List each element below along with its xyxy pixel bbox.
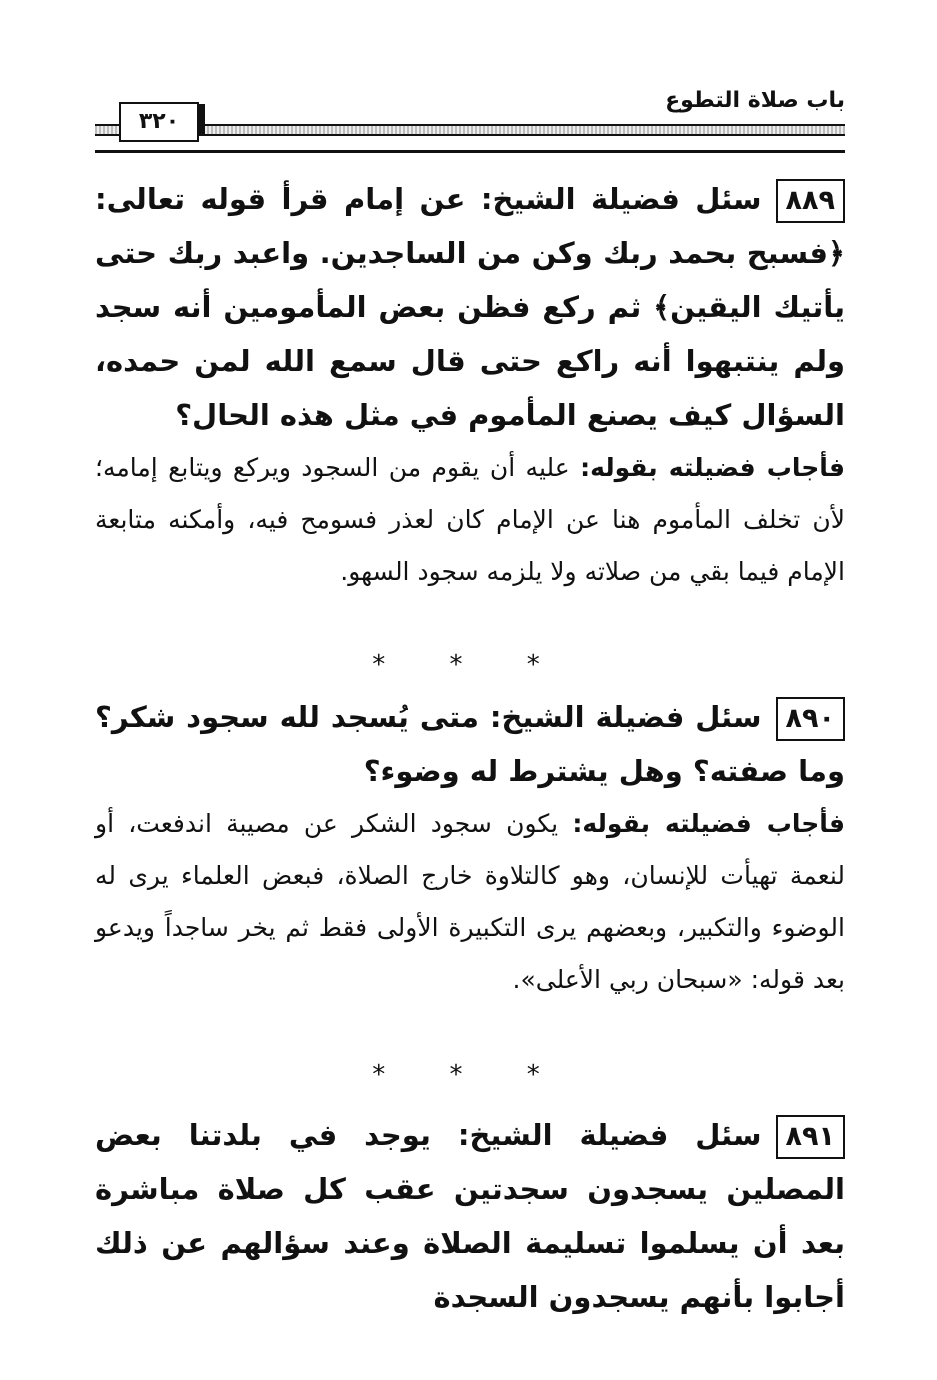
separator-stars: * * * — [372, 1060, 568, 1090]
entry-890 — [95, 690, 845, 1006]
question-text: سئل فضيلة الشيخ: يوجد في بلدتنا بعض المصلين يسجدون سجدتين عقب كل صلاة مباشرة بعد أن يسلموا تسليمة الصلاة وعند سؤالهم عن ذلك أجابوا بأنهم يسجدون السجدة — [95, 1118, 845, 1314]
entry-number: ٨٩١ — [776, 1115, 845, 1159]
question — [95, 1108, 845, 1324]
question-text: سئل فضيلة الشيخ: عن إمام قرأ قوله تعالى: ﴿فسبح بحمد ربك وكن من الساجدين. واعبد ربك حتى يأتيك اليقين﴾ ثم ركع فظن بعض المأمومين أنه سجد ولم ينتبهوا أنه راكع حتى قال سمع الله لمن حمده، السؤال كيف يصنع المأموم في مثل هذه الحال؟ — [95, 182, 845, 432]
answer-text: يكون سجود الشكر عن مصيبة اندفعت، أو لنعمة تهيأت للإنسان، وهو كالتلاوة خارج الصلاة، فبعض العلماء يرى له الوضوء والتكبير، وبعضهم يرى التكبيرة الأولى فقط ثم يخر ساجداً ويدعو بعد قوله: «سبحان ربي الأعلى». — [95, 809, 845, 994]
answer-lead: فأجاب فضيلته بقوله: — [580, 453, 845, 482]
entry-889 — [95, 172, 845, 598]
entry-891 — [95, 1108, 845, 1324]
page-number: ٣٢٠ — [119, 102, 199, 142]
page-number-tab — [199, 104, 205, 136]
header-underline — [95, 150, 845, 153]
answer-lead: فأجاب فضيلته بقوله: — [572, 809, 845, 838]
entry-number: ٨٨٩ — [776, 179, 845, 223]
header-rule — [95, 124, 845, 136]
separator-stars: * * * — [372, 650, 568, 680]
chapter-title: باب صلاة التطوع — [665, 88, 845, 113]
answer — [95, 798, 845, 1006]
question-text: سئل فضيلة الشيخ: متى يُسجد لله سجود شكر؟ وما صفته؟ وهل يشترط له وضوء؟ — [95, 700, 845, 788]
entry-number: ٨٩٠ — [776, 697, 845, 741]
page-header — [95, 88, 845, 146]
answer — [95, 442, 845, 598]
question — [95, 172, 845, 442]
question — [95, 690, 845, 798]
answer-text: عليه أن يقوم من السجود ويركع ويتابع إمامه؛ لأن تخلف المأموم هنا عن الإمام كان لعذر فسومح فيه، وأمكنه متابعة الإمام فيما بقي من صلاته ولا يلزمه سجود السهو. — [95, 453, 845, 586]
